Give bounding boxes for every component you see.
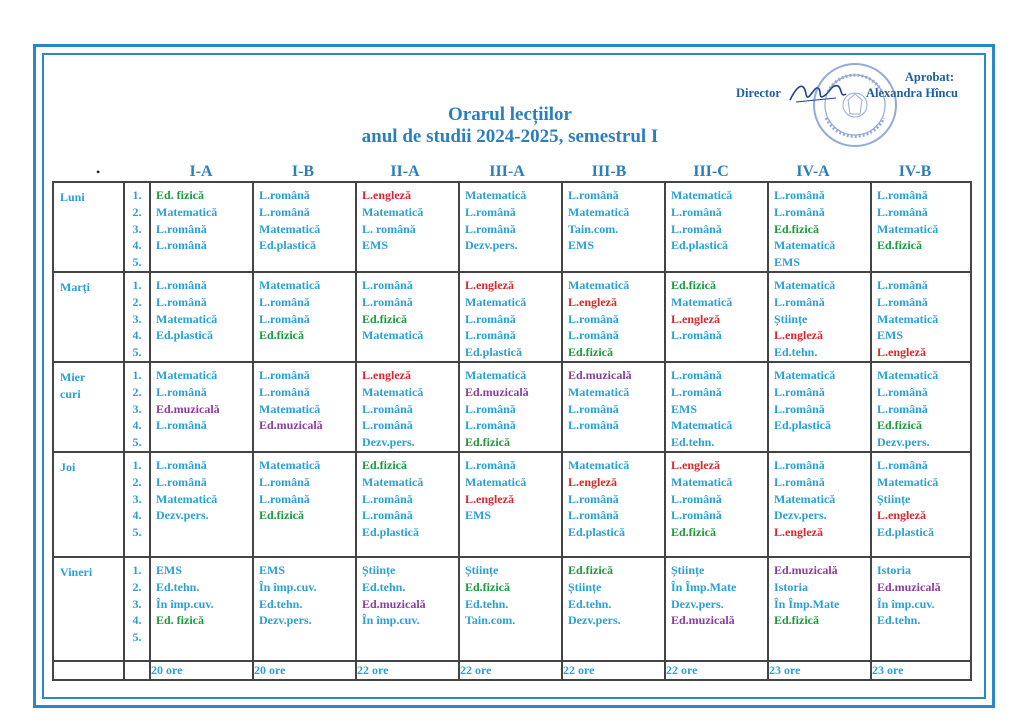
lesson-item: L.română [362, 418, 413, 433]
schedule-cell [562, 557, 665, 661]
lesson-item: L.română [156, 384, 207, 399]
schedule-cell [871, 272, 971, 362]
lesson-item: L.română [259, 474, 310, 489]
lesson-item: Ed. fizică [156, 188, 204, 202]
totals-empty-cell [124, 661, 150, 680]
lesson-item: Matematică [774, 278, 836, 292]
class-header-iv-a: IV-A [796, 163, 830, 180]
lesson-number: 2. [132, 384, 142, 399]
lesson-item: Ed.muzicală [259, 418, 323, 433]
schedule-cell [871, 362, 971, 452]
lesson-item: EMS [259, 562, 286, 577]
lesson-item: Ed.muzicală [774, 562, 838, 577]
total-hours: 22 ore [459, 661, 562, 680]
total-hours: 20 ore [253, 661, 356, 680]
lesson-item: L.română [156, 238, 207, 253]
lesson-item: L.română [465, 311, 516, 326]
lesson-item: Matematică [774, 238, 836, 253]
lesson-item: L.română [568, 401, 619, 416]
lesson-item: Ed.fizică [568, 562, 613, 577]
lesson-item: Ed.plastică [259, 238, 317, 253]
schedule-cell [150, 272, 253, 362]
total-hours: 23 ore [871, 661, 971, 680]
lesson-item: L.română [568, 311, 619, 326]
lesson-number: 4. [132, 613, 142, 628]
schedule-cell [356, 557, 459, 661]
day-name: Vineri [53, 557, 124, 661]
lesson-numbers [124, 452, 150, 557]
lesson-item: Ed.tehn. [362, 579, 406, 594]
schedule-cell [356, 452, 459, 557]
lesson-item: L.română [877, 401, 928, 416]
lesson-item: Istoria [877, 562, 911, 577]
lesson-item: În Împ.Mate [671, 579, 737, 594]
lesson-item: Științe [671, 562, 705, 577]
lesson-item: Ed.fizică [774, 613, 819, 628]
lesson-item: EMS [877, 328, 904, 343]
lesson-item: L.română [568, 508, 619, 523]
schedule-cell [768, 182, 871, 272]
day-name: Marți [53, 272, 124, 362]
lesson-item: EMS [568, 238, 595, 253]
lesson-item: Ed.muzicală [671, 613, 735, 628]
lesson-item: Matematică [156, 367, 218, 382]
lesson-number: 2. [132, 294, 142, 309]
lesson-item: L.română [465, 457, 516, 472]
lesson-item: L. română [362, 221, 416, 236]
lesson-item: Matematică [156, 204, 218, 219]
lesson-item: Dezv.pers. [156, 508, 209, 523]
lesson-item: L.română [671, 508, 722, 523]
lesson-numbers [124, 182, 150, 272]
lesson-item: L.română [362, 491, 413, 506]
lesson-number: 4. [132, 508, 142, 523]
lesson-item: Ed.tehn. [568, 596, 612, 611]
schedule-cell [253, 452, 356, 557]
lesson-item: L.română [877, 457, 928, 472]
lesson-item: Științe [465, 562, 499, 577]
lesson-number: 1. [132, 188, 142, 202]
lesson-item: L.română [877, 188, 928, 202]
totals-row [53, 661, 971, 680]
lesson-item: L.română [259, 294, 310, 309]
lesson-item: L.engleză [465, 278, 514, 292]
day-row [53, 362, 971, 452]
lesson-item: Ed.plastică [362, 525, 420, 540]
lesson-item: EMS [774, 255, 801, 270]
lesson-number: 5. [132, 435, 142, 450]
day-name: Mier curi [53, 362, 124, 452]
lesson-item: Științe [877, 491, 911, 506]
lesson-item: Ed.fizică [259, 508, 304, 523]
lesson-item: Ed.plastică [671, 238, 729, 253]
lesson-item: Matematică [362, 204, 424, 219]
lesson-numbers [124, 362, 150, 452]
lesson-item: Matematică [465, 294, 527, 309]
day-row [53, 452, 971, 557]
lesson-item: L.română [465, 328, 516, 343]
schedule-cell [253, 557, 356, 661]
lesson-number: 5. [132, 345, 142, 360]
lesson-item: L.română [671, 328, 722, 343]
lesson-item: Matematică [774, 367, 836, 382]
lesson-item: Matematică [362, 474, 424, 489]
schedule-cell [665, 272, 768, 362]
class-header-i-a: I-A [189, 163, 213, 180]
lesson-item: L.română [774, 188, 825, 202]
lesson-item: L.română [671, 204, 722, 219]
lesson-item: EMS [465, 508, 492, 523]
lesson-item: Științe [774, 311, 808, 326]
lesson-item: Ed.fizică [362, 457, 407, 472]
lesson-item: Ed.muzicală [465, 384, 529, 399]
lesson-item: Ed.fizică [465, 435, 510, 450]
lesson-item: L.engleză [362, 367, 411, 382]
total-hours: 22 ore [665, 661, 768, 680]
lesson-item: L.engleză [568, 294, 617, 309]
lesson-item: Dezv.pers. [465, 238, 518, 253]
director-label: Director [736, 86, 781, 100]
total-hours: 22 ore [562, 661, 665, 680]
lesson-item: Matematică [259, 278, 321, 292]
lesson-item: L.română [568, 418, 619, 433]
lesson-item: L.română [671, 384, 722, 399]
lesson-item: Matematică [465, 474, 527, 489]
class-header-iii-c: III-C [693, 163, 729, 180]
schedule-cell [665, 557, 768, 661]
day-name: Luni [53, 182, 124, 272]
lesson-item: În împ.cuv. [362, 613, 420, 628]
lesson-item: În împ.cuv. [156, 596, 214, 611]
lesson-item: L.engleză [568, 474, 617, 489]
schedule-cell [253, 182, 356, 272]
lesson-item: Matematică [671, 474, 733, 489]
lesson-item: Matematică [568, 204, 630, 219]
schedule-cell [459, 452, 562, 557]
lesson-number: 3. [132, 401, 142, 416]
class-header-iii-b: III-B [591, 163, 627, 180]
lesson-item: Dezv.pers. [259, 613, 312, 628]
schedule-cell [150, 362, 253, 452]
lesson-item: Ed.fizică [877, 238, 922, 253]
lesson-item: L.română [156, 474, 207, 489]
lesson-item: L.română [362, 508, 413, 523]
lesson-item: L.română [156, 418, 207, 433]
lesson-item: Matematică [259, 221, 321, 236]
class-header-ii-a: II-A [390, 163, 420, 180]
lesson-item: Dezv.pers. [774, 508, 827, 523]
lesson-item: Ed.tehn. [259, 596, 303, 611]
day-name: Joi [53, 452, 124, 557]
lesson-number: 3. [132, 311, 142, 326]
schedule-cell [356, 272, 459, 362]
lesson-item: Ed.plastică [465, 345, 523, 360]
lesson-item: L.română [465, 401, 516, 416]
stray-dot: • [96, 165, 101, 179]
lesson-number: 3. [132, 596, 142, 611]
schedule-cell [562, 272, 665, 362]
lesson-item: L.engleză [774, 525, 823, 540]
lesson-item: L.română [568, 491, 619, 506]
lesson-item: L.română [259, 311, 310, 326]
lesson-item: L.română [156, 457, 207, 472]
lesson-item: L.română [877, 384, 928, 399]
lesson-item: Matematică [877, 474, 939, 489]
lesson-item: Matematică [671, 418, 733, 433]
lesson-item: În împ.cuv. [259, 579, 317, 594]
lesson-item: Matematică [877, 311, 939, 326]
schedule-cell [562, 182, 665, 272]
lesson-numbers [124, 557, 150, 661]
lesson-item: L.română [156, 221, 207, 236]
lesson-item: Matematică [156, 491, 218, 506]
lesson-item: Matematică [671, 188, 733, 202]
lesson-item: Ed. fizică [156, 613, 204, 628]
schedule-cell [253, 272, 356, 362]
day-row [53, 272, 971, 362]
lesson-item: L.română [671, 491, 722, 506]
lesson-item: Ed.fizică [671, 525, 716, 540]
lesson-item: L.română [156, 278, 207, 292]
lesson-item: L.română [877, 294, 928, 309]
lesson-item: Dezv.pers. [362, 435, 415, 450]
lesson-item: Dezv.pers. [671, 596, 724, 611]
lesson-item: Tain.com. [568, 221, 619, 236]
class-header-i-b: I-B [291, 163, 315, 180]
lesson-item: Științe [362, 562, 396, 577]
lesson-item: Dezv.pers. [877, 435, 930, 450]
day-row [53, 182, 971, 272]
official-stamp-seal [812, 62, 898, 148]
lesson-number: 2. [132, 579, 142, 594]
lesson-item: Ed.fizică [671, 278, 716, 292]
schedule-cell [562, 362, 665, 452]
lesson-item: Ed.fizică [362, 311, 407, 326]
lesson-item: Ed.fizică [259, 328, 304, 343]
approved-label: Aprobat: [904, 70, 954, 84]
totals-empty-cell [53, 661, 124, 680]
lesson-item: L.engleză [362, 188, 411, 202]
lesson-number: 3. [132, 221, 142, 236]
lesson-item: L.română [259, 367, 310, 382]
lesson-item: Matematică [774, 491, 836, 506]
lesson-number: 2. [132, 204, 142, 219]
lesson-number: 2. [132, 474, 142, 489]
schedule-cell [562, 452, 665, 557]
lesson-item: Ed.plastică [156, 328, 214, 343]
lesson-number: 1. [132, 562, 142, 577]
lesson-number: 5. [132, 255, 142, 270]
lesson-number: 1. [132, 278, 142, 292]
class-header-iv-b: IV-B [898, 163, 932, 180]
lesson-item: L.engleză [671, 311, 720, 326]
lesson-item: Matematică [259, 401, 321, 416]
lesson-item: EMS [362, 238, 389, 253]
lesson-item: L.română [362, 294, 413, 309]
schedule-cell [768, 272, 871, 362]
schedule-cell [459, 272, 562, 362]
schedule-cell [871, 452, 971, 557]
lesson-item: Ed.muzicală [362, 596, 426, 611]
lesson-item: În Împ.Mate [774, 596, 840, 611]
lesson-item: Matematică [362, 384, 424, 399]
lesson-item: EMS [671, 401, 698, 416]
lesson-item: Matematică [877, 221, 939, 236]
lesson-item: Dezv.pers. [568, 613, 621, 628]
lesson-item: Ed.muzicală [156, 401, 220, 416]
lesson-item: L.română [362, 278, 413, 292]
schedule-cell [665, 362, 768, 452]
lesson-item: L.engleză [465, 491, 514, 506]
lesson-item: L.română [568, 188, 619, 202]
lesson-item: L.română [774, 474, 825, 489]
lesson-number: 1. [132, 457, 142, 472]
schedule-cell [150, 452, 253, 557]
lesson-item: L.engleză [774, 328, 823, 343]
lesson-item: În împ.cuv. [877, 596, 935, 611]
lesson-item: L.română [774, 401, 825, 416]
lesson-item: L.română [671, 221, 722, 236]
schedule-cell [150, 182, 253, 272]
schedule-cell [459, 557, 562, 661]
lesson-item: L.română [774, 204, 825, 219]
title-line-2: anul de studii 2024-2025, semestrul I [361, 126, 659, 147]
schedule-cell [768, 362, 871, 452]
lesson-item: Ed.fizică [877, 418, 922, 433]
lesson-item: Ed.muzicală [568, 367, 632, 382]
lesson-item: Ed.tehn. [671, 435, 715, 450]
lesson-item: L.engleză [671, 457, 720, 472]
lesson-item: L.română [259, 491, 310, 506]
lesson-item: Ed.tehn. [877, 613, 921, 628]
lesson-numbers [124, 272, 150, 362]
lesson-item: L.română [362, 401, 413, 416]
lesson-item: L.română [259, 384, 310, 399]
schedule-title [300, 104, 720, 148]
lesson-number: 5. [132, 525, 142, 540]
lesson-item: L.română [774, 384, 825, 399]
lesson-number: 4. [132, 418, 142, 433]
lesson-item: L.română [877, 204, 928, 219]
lesson-item: Ed.tehn. [774, 345, 818, 360]
lesson-item: L.română [465, 221, 516, 236]
lesson-item: Matematică [568, 278, 630, 292]
schedule-cell [253, 362, 356, 452]
lesson-item: L.română [774, 294, 825, 309]
lesson-item: Ed.fizică [568, 345, 613, 360]
lesson-item: Ed.plastică [568, 525, 626, 540]
lesson-item: L.română [671, 367, 722, 382]
lesson-item: Ed.plastică [774, 418, 832, 433]
class-header-iii-a: III-A [489, 163, 525, 180]
day-row [53, 557, 971, 661]
total-hours: 23 ore [768, 661, 871, 680]
lesson-item: Matematică [671, 294, 733, 309]
schedule-cell [768, 452, 871, 557]
lesson-item: Matematică [568, 384, 630, 399]
lesson-item: L.română [465, 204, 516, 219]
lesson-item: Ed.tehn. [465, 596, 509, 611]
lesson-item: Matematică [568, 457, 630, 472]
lesson-item: L.română [156, 294, 207, 309]
lesson-item: Matematică [465, 188, 527, 202]
lesson-item: L.română [259, 188, 310, 202]
lesson-item: Matematică [362, 328, 424, 343]
lesson-number: 4. [132, 328, 142, 343]
schedule-cell [871, 182, 971, 272]
title-line-1: Orarul lecțiilor [448, 104, 572, 125]
schedule-cell [459, 182, 562, 272]
lesson-item: Ed.muzicală [877, 579, 941, 594]
lesson-item: L.română [465, 418, 516, 433]
lesson-number: 1. [132, 367, 142, 382]
lesson-item: L.română [774, 457, 825, 472]
lesson-item: Ed.plastică [877, 525, 935, 540]
lesson-item: L.română [877, 278, 928, 292]
total-hours: 20 ore [150, 661, 253, 680]
lesson-item: Ed.fizică [774, 221, 819, 236]
lesson-number: 3. [132, 491, 142, 506]
lesson-item: Ed.tehn. [156, 579, 200, 594]
lesson-number: 4. [132, 238, 142, 253]
lesson-item: Științe [568, 579, 602, 594]
lesson-item: Ed.fizică [465, 579, 510, 594]
schedule-cell [665, 182, 768, 272]
lesson-item: L.română [568, 328, 619, 343]
schedule-cell [356, 182, 459, 272]
schedule-cell [665, 452, 768, 557]
lesson-number: 5. [132, 630, 142, 645]
schedule-cell [150, 557, 253, 661]
lesson-item: Matematică [465, 367, 527, 382]
schedule-cell [459, 362, 562, 452]
total-hours: 22 ore [356, 661, 459, 680]
lesson-item: L.română [259, 204, 310, 219]
director-name: Alexandra Hîncu [865, 86, 958, 100]
lesson-item: Matematică [156, 311, 218, 326]
lesson-item: L.engleză [877, 345, 926, 360]
schedule-table [52, 181, 972, 681]
schedule-cell [356, 362, 459, 452]
lesson-item: L.engleză [877, 508, 926, 523]
lesson-item: Matematică [877, 367, 939, 382]
schedule-cell [768, 557, 871, 661]
lesson-item: Tain.com. [465, 613, 516, 628]
schedule-cell [871, 557, 971, 661]
lesson-item: EMS [156, 562, 183, 577]
lesson-item: Matematică [259, 457, 321, 472]
lesson-item: Istoria [774, 579, 808, 594]
